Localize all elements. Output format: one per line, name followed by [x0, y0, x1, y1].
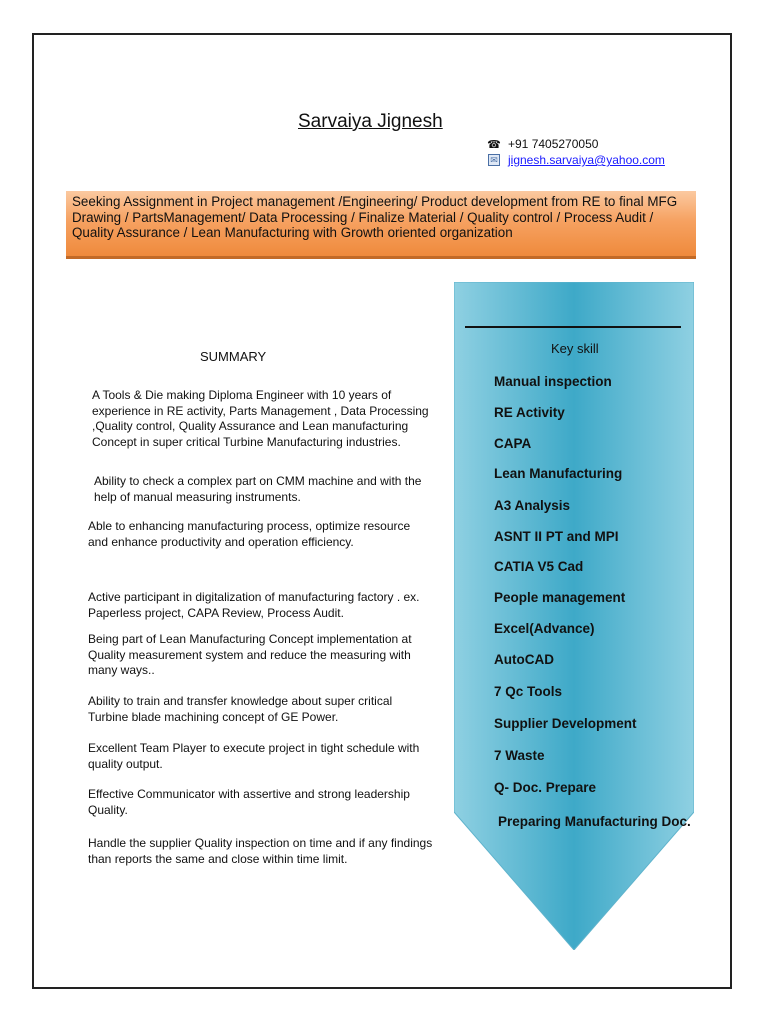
phone-number: +91 7405270050 [508, 137, 599, 151]
skill-item: 7 Waste [494, 748, 545, 763]
summary-point-1: A Tools & Die making Diploma Engineer with 10 years of experience in RE activity, Parts Management , Data Processing ,Quality control, Quality Assurance and Lean manufacturing Concept in super critical Turbine Manufacturing industries. [92, 388, 429, 449]
skill-item: Manual inspection [494, 374, 612, 389]
skill-item: Excel(Advance) [494, 621, 595, 636]
summary-point-2 [94, 474, 439, 505]
skill-item: People management [494, 590, 626, 605]
key-skill-heading: Key skill [551, 341, 599, 356]
skill-item: Supplier Development [494, 716, 637, 731]
objective-banner: Seeking Assignment in Project management /Engineering/ Product development from RE to final MFG Drawing / PartsManagement/ Data Processing / Finalize Material / Quality control / Process Audit / Quality Assurance / Lean Manufacturing with Growth oriented organization [66, 191, 696, 259]
summary-point-2-text: Ability to check a complex part on CMM machine and with the help of manual measuring instruments. [94, 474, 422, 504]
email-line [488, 153, 665, 167]
summary-point-4: Active participant in digitalization of manufacturing factory . ex. Paperless project, CAPA Review, Process Audit. [88, 590, 420, 620]
skill-item: Preparing Manufacturing Doc. [498, 814, 691, 829]
skill-item: CAPA [494, 436, 532, 451]
summary-point-9: Handle the supplier Quality inspection on time and if any findings than reports the same and close within time limit. [88, 836, 433, 866]
mail-icon: ✉ [488, 154, 500, 166]
summary-point-6: Ability to train and transfer knowledge about super critical Turbine blade machining concept of GE Power. [88, 694, 393, 724]
skill-item: A3 Analysis [494, 498, 571, 513]
summary-heading: SUMMARY [200, 349, 267, 364]
summary-point-3: Able to enhancing manufacturing process, optimize resource and enhance productivity and operation efficiency. [88, 519, 411, 549]
skill-item: 7 Qc Tools [494, 684, 563, 699]
phone-icon: ☎ [487, 138, 501, 151]
email-link[interactable]: jignesh.sarvaiya@yahoo.com [508, 153, 665, 167]
skill-item: Q- Doc. Prepare [494, 780, 597, 795]
skill-item: AutoCAD [494, 652, 554, 667]
summary-point-8: Effective Communicator with assertive and strong leadership Quality. [88, 787, 410, 817]
skill-item: CATIA V5 Cad [494, 559, 584, 574]
summary-point-7: Excellent Team Player to execute project in tight schedule with quality output. [88, 741, 420, 771]
skill-item: ASNT II PT and MPI [494, 529, 619, 544]
phone-line [488, 137, 598, 151]
skill-item: Lean Manufacturing [494, 466, 623, 481]
skill-item: RE Activity [494, 405, 565, 420]
summary-point-5: Being part of Lean Manufacturing Concept implementation at Quality measurement system and reduce the measuring with many ways.. [88, 632, 412, 677]
key-skill-rule [465, 326, 681, 328]
candidate-name: Sarvaiya Jignesh [298, 111, 443, 132]
